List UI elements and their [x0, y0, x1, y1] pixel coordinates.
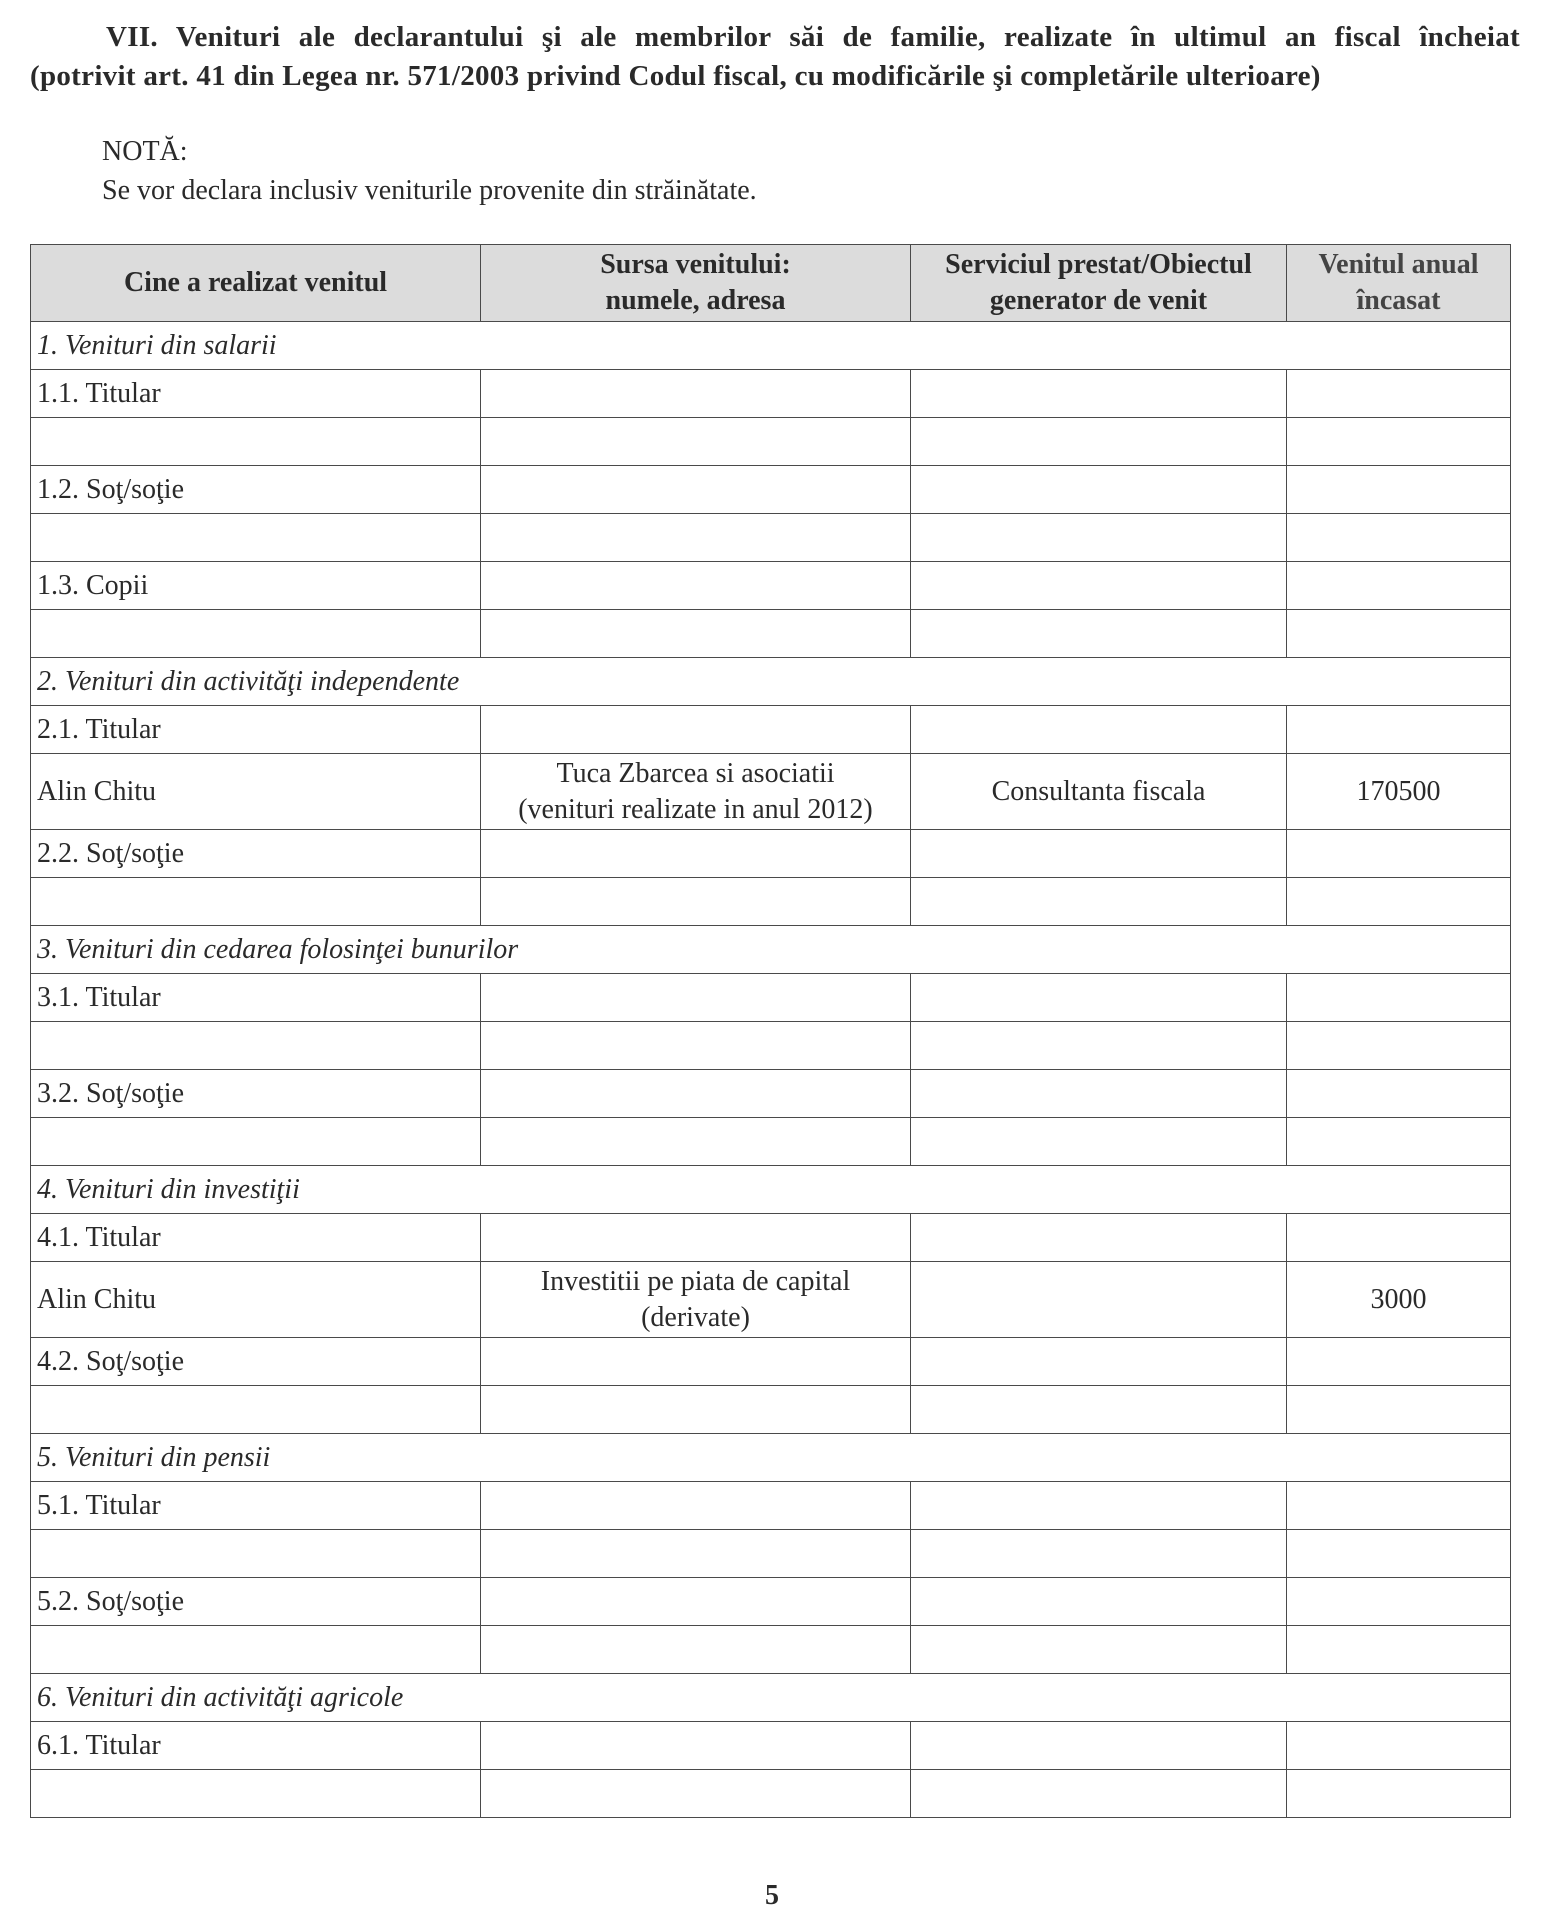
note-block [102, 132, 757, 210]
section-row [31, 658, 1511, 706]
table-row [31, 1338, 1511, 1386]
row-label: 4.2. Soţ/soţie [31, 1338, 481, 1386]
row-label: 1.1. Titular [31, 370, 481, 418]
row-label: 3.1. Titular [31, 974, 481, 1022]
table-row [31, 466, 1511, 514]
table-row [31, 370, 1511, 418]
table-row [31, 974, 1511, 1022]
table-row [31, 1770, 1511, 1818]
note-label: NOTĂ: [102, 136, 188, 167]
table-row [31, 1262, 1511, 1338]
row-label: 1.2. Soţ/soţie [31, 466, 481, 514]
table-row [31, 1386, 1511, 1434]
table-row [31, 1118, 1511, 1166]
entry-source: Investitii pe piata de capital (derivate) [481, 1262, 911, 1338]
section-title: 6. Venituri din activităţi agricole [31, 1674, 1511, 1722]
table-row [31, 610, 1511, 658]
section-row [31, 1674, 1511, 1722]
section-heading [30, 18, 1520, 96]
section-title: 2. Venituri din activităţi independente [31, 658, 1511, 706]
entry-amount: 170500 [1287, 754, 1511, 830]
entry-who: Alin Chitu [31, 754, 481, 830]
page-number: 5 [765, 1880, 779, 1911]
row-label: 3.2. Soţ/soţie [31, 1070, 481, 1118]
table-row [31, 514, 1511, 562]
heading-line-2: (potrivit art. 41 din Legea nr. 571/2003 privind Codul fiscal, cu modificările şi completările ulterioare) [30, 60, 1321, 92]
section-row [31, 322, 1511, 370]
table-row [31, 1214, 1511, 1262]
entry-amount: 3000 [1287, 1262, 1511, 1338]
row-label: 1.3. Copii [31, 562, 481, 610]
table-row [31, 878, 1511, 926]
table-row [31, 1482, 1511, 1530]
section-title: 4. Venituri din investiţii [31, 1166, 1511, 1214]
row-label: 2.1. Titular [31, 706, 481, 754]
table-row [31, 830, 1511, 878]
header-source: Sursa venitului: numele, adresa [481, 245, 911, 322]
section-title: 3. Venituri din cedarea folosinţei bunurilor [31, 926, 1511, 974]
entry-service [911, 1262, 1287, 1338]
row-label: 6.1. Titular [31, 1722, 481, 1770]
table-row [31, 1022, 1511, 1070]
row-label: 5.2. Soţ/soţie [31, 1578, 481, 1626]
section-title: 1. Venituri din salarii [31, 322, 1511, 370]
table-header-row [31, 245, 1511, 322]
heading-line-1: VII. Venituri ale declarantului şi ale membrilor săi de familie, realizate în ultimul an fiscal încheiat [106, 21, 1520, 53]
section-row [31, 926, 1511, 974]
section-row [31, 1166, 1511, 1214]
table-row [31, 1530, 1511, 1578]
table-row [31, 1578, 1511, 1626]
table-row [31, 1626, 1511, 1674]
section-title: 5. Venituri din pensii [31, 1434, 1511, 1482]
table-row [31, 1070, 1511, 1118]
header-amount: Venitul anual încasat [1287, 245, 1511, 322]
row-label: 5.1. Titular [31, 1482, 481, 1530]
income-table [30, 244, 1511, 1818]
table-row [31, 562, 1511, 610]
section-row [31, 1434, 1511, 1482]
note-text: Se vor declara inclusiv veniturile provenite din străinătate. [102, 175, 757, 206]
row-label: 4.1. Titular [31, 1214, 481, 1262]
table-row [31, 706, 1511, 754]
entry-who: Alin Chitu [31, 1262, 481, 1338]
header-service: Serviciul prestat/Obiectul generator de venit [911, 245, 1287, 322]
table-row [31, 754, 1511, 830]
row-label: 2.2. Soţ/soţie [31, 830, 481, 878]
table-row [31, 418, 1511, 466]
table-row [31, 1722, 1511, 1770]
header-who: Cine a realizat venitul [31, 245, 481, 322]
entry-service: Consultanta fiscala [911, 754, 1287, 830]
entry-source: Tuca Zbarcea si asociatii (venituri realizate in anul 2012) [481, 754, 911, 830]
